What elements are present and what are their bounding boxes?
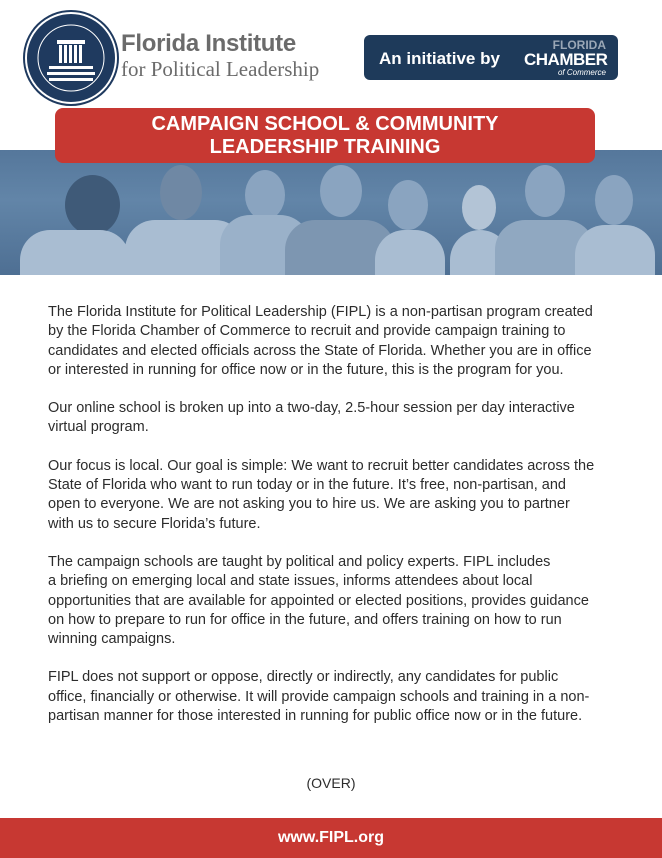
text-line: candidates and elected officials across the State of Florida. Whether you are in office: [48, 342, 592, 359]
text-line: by the Florida Chamber of Commerce to recruit and provide campaign training to: [48, 323, 566, 340]
over-label: (OVER): [306, 775, 356, 791]
text-line: Our focus is local. Our goal is simple: We want to recruit better candidates across the: [48, 457, 595, 474]
text-line: winning campaigns.: [48, 631, 176, 648]
banner-title-line1: CAMPAIGN SCHOOL & COMMUNITY: [151, 113, 499, 135]
text-line: a briefing on emerging local and state issues, informs attendees about local: [48, 573, 533, 590]
paragraph-disclaimer: [48, 668, 638, 726]
text-line: virtual program.: [48, 419, 149, 436]
title-banner: [55, 108, 595, 163]
text-line: or interested in running for office now or in the future, this is the program for you.: [48, 361, 564, 378]
banner-title-line2: LEADERSHIP TRAINING: [209, 136, 441, 158]
text-line: State of Florida who want to run today or in the future. It’s free, non-partisan, and: [48, 477, 566, 494]
chamber-line3: of Commerce: [557, 68, 606, 77]
chamber-line1: FLORIDA: [552, 38, 606, 52]
paragraph-online-school: [48, 399, 638, 438]
text-line: on how to prepare to run for office in the future, and offers training on how to run: [48, 611, 562, 628]
initiative-label: An initiative by: [379, 49, 500, 68]
text-line: The campaign schools are taught by political and policy experts. FIPL includes: [48, 553, 551, 570]
body-text: [48, 303, 638, 745]
paragraph-focus: [48, 457, 638, 534]
chamber-line2: CHAMBER: [524, 50, 608, 69]
text-line: with us to secure Florida’s future.: [48, 515, 261, 532]
text-line: open to everyone. We are not asking you to hire us. We are asking you to partner: [48, 496, 570, 513]
fipl-wordmark: [121, 31, 319, 81]
text-line: partisan manner for those interested in running for public office now or in the future.: [48, 708, 583, 725]
florida-chamber-logo: [524, 39, 606, 77]
paragraph-intro: [48, 303, 638, 380]
logo-subtitle: for Political Leadership: [121, 57, 320, 81]
text-line: FIPL does not support or oppose, directly or indirectly, any candidates for public: [48, 669, 559, 686]
text-line: The Florida Institute for Political Leadership (FIPL) is a non-partisan program created: [48, 304, 593, 320]
logo-title: Florida Institute: [121, 30, 296, 57]
text-line: Our online school is broken up into a two-day, 2.5-hour session per day interactive: [48, 400, 575, 417]
text-line: opportunities that are available for appointed or elected positions, provides guidance: [48, 592, 589, 609]
hero-photo-people: [0, 150, 662, 275]
text-line: office, financially or otherwise. It will provide campaign schools and training in a non-: [48, 688, 590, 705]
initiative-badge: [364, 35, 618, 80]
column-icon: [27, 14, 115, 102]
footer-bar: [0, 818, 662, 858]
website-link[interactable]: www.FIPL.org: [277, 829, 385, 846]
paragraph-experts: [48, 553, 638, 649]
fipl-seal-logo: [25, 12, 117, 104]
